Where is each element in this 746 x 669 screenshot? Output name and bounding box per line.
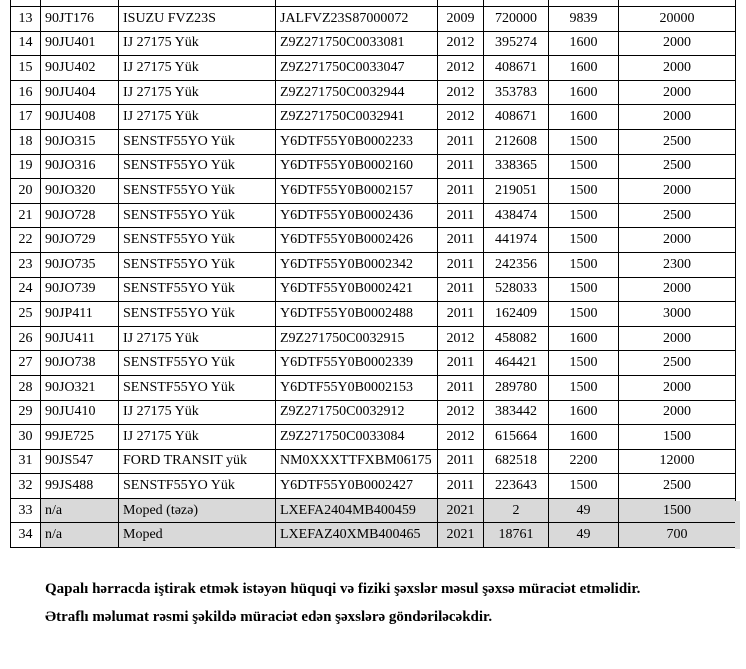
cell-odometer: 438474 [484, 203, 549, 228]
cell-no: 14 [11, 31, 41, 56]
cell-no: 29 [11, 400, 41, 425]
cell-year: 2011 [438, 228, 484, 253]
cell-no: 34 [11, 523, 41, 548]
table-row [11, 400, 736, 425]
cell-vin: JALFVZ23S87000072 [276, 7, 438, 32]
cell-year: 2009 [438, 7, 484, 32]
cell-odometer: 408671 [484, 105, 549, 130]
cell-no: 16 [11, 80, 41, 105]
cell-plate: 90JO315 [41, 129, 119, 154]
cell-plate: 90JU404 [41, 80, 119, 105]
cell-vin: Z9Z271750C0032941 [276, 105, 438, 130]
shading-overhang [735, 501, 740, 549]
cell-vin: Y6DTF55Y0B0002342 [276, 252, 438, 277]
cell-price: 2000 [619, 80, 736, 105]
table-body [11, 0, 736, 548]
cell-year: 2011 [438, 252, 484, 277]
cell-vin: Y6DTF55Y0B0002427 [276, 474, 438, 499]
cell-odometer: 212608 [484, 129, 549, 154]
cell-year: 2011 [438, 277, 484, 302]
cell-price: 12000 [619, 449, 736, 474]
table-row [11, 154, 736, 179]
cell-no: 22 [11, 228, 41, 253]
cell-year: 2011 [438, 351, 484, 376]
cell-odometer: 464421 [484, 351, 549, 376]
table-row [11, 203, 736, 228]
cell-odometer: 458082 [484, 326, 549, 351]
cell-no: 19 [11, 154, 41, 179]
cell-year: 2011 [438, 203, 484, 228]
cell-no: 33 [11, 498, 41, 523]
cell-plate: 90JS547 [41, 449, 119, 474]
cell-no: 23 [11, 252, 41, 277]
cell-plate: n/a [41, 498, 119, 523]
table-row [11, 302, 736, 327]
cell-model: SENSTF55YO Yük [119, 179, 276, 204]
cell-plate: 90JO738 [41, 351, 119, 376]
cell-engine: 1500 [549, 252, 619, 277]
cell-engine: 1600 [549, 425, 619, 450]
cell-model: FORD TRANSIT yük [119, 449, 276, 474]
cell-engine: 1600 [549, 400, 619, 425]
cell-price: 2000 [619, 326, 736, 351]
cell-no: 26 [11, 326, 41, 351]
cell-engine: 1500 [549, 277, 619, 302]
cell-engine: 2200 [549, 449, 619, 474]
cell-vin: Y6DTF55Y0B0002426 [276, 228, 438, 253]
cell-vin: Z9Z271750C0032912 [276, 400, 438, 425]
cell-engine: 1600 [549, 326, 619, 351]
cell-model: SENSTF55YO Yük [119, 302, 276, 327]
cell-price: 2000 [619, 105, 736, 130]
cell-odometer: 219051 [484, 179, 549, 204]
cell-odometer: 338365 [484, 154, 549, 179]
cell-engine: 1600 [549, 80, 619, 105]
table-row [11, 7, 736, 32]
cell-vin: Z9Z271750C0033081 [276, 31, 438, 56]
cell-odometer: 395274 [484, 31, 549, 56]
cell-model: IJ 27175 Yük [119, 326, 276, 351]
cell-model: IJ 27175 Yük [119, 105, 276, 130]
cell-odometer: 441974 [484, 228, 549, 253]
cell-odometer: 289780 [484, 375, 549, 400]
cell-price: 2500 [619, 154, 736, 179]
footer-notes [45, 579, 685, 628]
cell-no: 21 [11, 203, 41, 228]
cell-plate: 90JO321 [41, 375, 119, 400]
cell-vin: Y6DTF55Y0B0002339 [276, 351, 438, 376]
cell-price: 1500 [619, 498, 736, 523]
cell-model: ISUZU FVZ23S [119, 7, 276, 32]
table-row [11, 105, 736, 130]
cell-vin: Z9Z271750C0032944 [276, 80, 438, 105]
cell-plate: 90JO320 [41, 179, 119, 204]
cell-odometer: 353783 [484, 80, 549, 105]
cell-price: 2000 [619, 31, 736, 56]
cell-engine: 1500 [549, 375, 619, 400]
cell-engine: 1500 [549, 154, 619, 179]
table-row [11, 351, 736, 376]
cell-price: 1500 [619, 425, 736, 450]
cell-model: IJ 27175 Yük [119, 56, 276, 81]
cell-price: 2000 [619, 228, 736, 253]
table-row [11, 326, 736, 351]
cell-engine: 1500 [549, 179, 619, 204]
cell-year: 2012 [438, 31, 484, 56]
cell-engine: 9839 [549, 7, 619, 32]
cell-model: IJ 27175 Yük [119, 400, 276, 425]
cell-price: 3000 [619, 302, 736, 327]
cell-year: 2012 [438, 56, 484, 81]
cell-plate: 99JS488 [41, 474, 119, 499]
cell-plate: n/a [41, 523, 119, 548]
cell-vin: LXEFAZ40XMB400465 [276, 523, 438, 548]
cell-no: 30 [11, 425, 41, 450]
cell-model: SENSTF55YO Yük [119, 129, 276, 154]
cell-plate: 90JU408 [41, 105, 119, 130]
cell-odometer: 528033 [484, 277, 549, 302]
cell-model: SENSTF55YO Yük [119, 277, 276, 302]
cell-no: 17 [11, 105, 41, 130]
cell-year: 2011 [438, 154, 484, 179]
cell-plate: 90JU402 [41, 56, 119, 81]
cell-model: IJ 27175 Yük [119, 80, 276, 105]
cell-engine: 1600 [549, 56, 619, 81]
cell-plate: 90JU401 [41, 31, 119, 56]
cell-model: SENSTF55YO Yük [119, 203, 276, 228]
cell-engine: 1600 [549, 31, 619, 56]
cell-year: 2021 [438, 498, 484, 523]
cell-odometer: 383442 [484, 400, 549, 425]
table-row [11, 31, 736, 56]
cell-engine: 1500 [549, 129, 619, 154]
cell-plate: 90JO729 [41, 228, 119, 253]
cell-odometer: 242356 [484, 252, 549, 277]
cell-price: 20000 [619, 7, 736, 32]
cell-price: 2300 [619, 252, 736, 277]
cell-odometer: 408671 [484, 56, 549, 81]
cell-odometer: 223643 [484, 474, 549, 499]
cell-plate: 99JE725 [41, 425, 119, 450]
cell-price: 2500 [619, 129, 736, 154]
cell-odometer: 615664 [484, 425, 549, 450]
cell-no: 15 [11, 56, 41, 81]
table-row [11, 375, 736, 400]
cell-odometer: 18761 [484, 523, 549, 548]
cell-no: 27 [11, 351, 41, 376]
cell-no: 25 [11, 302, 41, 327]
cell-model: Moped [119, 523, 276, 548]
cell-plate: 90JO735 [41, 252, 119, 277]
cell-vin: Z9Z271750C0033084 [276, 425, 438, 450]
cell-price: 2500 [619, 474, 736, 499]
table-row [11, 252, 736, 277]
cell-plate: 90JO728 [41, 203, 119, 228]
cell-vin: Y6DTF55Y0B0002153 [276, 375, 438, 400]
cell-year: 2011 [438, 449, 484, 474]
cell-no: 28 [11, 375, 41, 400]
cell-model: IJ 27175 Yük [119, 425, 276, 450]
table-row [11, 56, 736, 81]
cell-engine: 1500 [549, 351, 619, 376]
cell-price: 2000 [619, 277, 736, 302]
cell-year: 2012 [438, 326, 484, 351]
cell-price: 700 [619, 523, 736, 548]
cell-year: 2011 [438, 129, 484, 154]
cell-vin: Y6DTF55Y0B0002421 [276, 277, 438, 302]
cell-price: 2500 [619, 351, 736, 376]
cell-engine: 49 [549, 498, 619, 523]
cell-engine: 1500 [549, 228, 619, 253]
cell-year: 2011 [438, 302, 484, 327]
cell-no: 24 [11, 277, 41, 302]
table-row [11, 179, 736, 204]
cell-engine: 1500 [549, 474, 619, 499]
cell-engine: 1600 [549, 105, 619, 130]
cell-vin: Y6DTF55Y0B0002160 [276, 154, 438, 179]
table-row [11, 474, 736, 499]
cell-vin: Y6DTF55Y0B0002157 [276, 179, 438, 204]
table-row [11, 425, 736, 450]
cell-engine: 1500 [549, 302, 619, 327]
cell-model: SENSTF55YO Yük [119, 252, 276, 277]
cell-year: 2012 [438, 400, 484, 425]
cell-odometer: 682518 [484, 449, 549, 474]
cell-vin: Z9Z271750C0033047 [276, 56, 438, 81]
cell-odometer: 2 [484, 498, 549, 523]
cell-year: 2011 [438, 474, 484, 499]
table-row [11, 228, 736, 253]
cell-price: 2000 [619, 400, 736, 425]
cell-plate: 90JP411 [41, 302, 119, 327]
table-row [11, 449, 736, 474]
cell-no: 18 [11, 129, 41, 154]
table-row [11, 277, 736, 302]
table-row [11, 523, 736, 548]
cell-vin: Y6DTF55Y0B0002488 [276, 302, 438, 327]
cell-year: 2021 [438, 523, 484, 548]
cell-plate: 90JU410 [41, 400, 119, 425]
table-row [11, 129, 736, 154]
cell-no: 32 [11, 474, 41, 499]
cell-model: SENSTF55YO Yük [119, 474, 276, 499]
cell-model: IJ 27175 Yük [119, 31, 276, 56]
cell-no: 13 [11, 7, 41, 32]
note-participation: Qapalı hərracda iştirak etmək istəyən hüquqi və fiziki şəxslər məsul şəxsə müraciət etməlidir. [45, 581, 641, 597]
cell-vin: Y6DTF55Y0B0002233 [276, 129, 438, 154]
cell-no: 20 [11, 179, 41, 204]
cell-vin: LXEFA2404MB400459 [276, 498, 438, 523]
cell-year: 2012 [438, 425, 484, 450]
cell-model: SENSTF55YO Yük [119, 375, 276, 400]
cell-plate: 90JO316 [41, 154, 119, 179]
cell-model: SENSTF55YO Yük [119, 351, 276, 376]
cell-no: 31 [11, 449, 41, 474]
cell-year: 2011 [438, 375, 484, 400]
cell-odometer: 162409 [484, 302, 549, 327]
cell-plate: 90JO739 [41, 277, 119, 302]
auction-vehicle-table [10, 0, 736, 548]
cell-model: SENSTF55YO Yük [119, 154, 276, 179]
note-details: Ətraflı məlumat rəsmi şəkildə müraciət edən şəxslərə göndəriləcəkdir. [45, 609, 493, 625]
cell-model: Moped (təzə) [119, 498, 276, 523]
cell-engine: 49 [549, 523, 619, 548]
cell-odometer: 720000 [484, 7, 549, 32]
cell-vin: Y6DTF55Y0B0002436 [276, 203, 438, 228]
cell-plate: 90JT176 [41, 7, 119, 32]
table-row [11, 498, 736, 523]
cell-vin: Z9Z271750C0032915 [276, 326, 438, 351]
cell-price: 2000 [619, 56, 736, 81]
cell-price: 2000 [619, 179, 736, 204]
cell-price: 2500 [619, 203, 736, 228]
cell-year: 2012 [438, 105, 484, 130]
table-row [11, 80, 736, 105]
cell-vin: NM0XXXTTFXBM06175 [276, 449, 438, 474]
cell-year: 2011 [438, 179, 484, 204]
cell-plate: 90JU411 [41, 326, 119, 351]
cell-year: 2012 [438, 80, 484, 105]
cell-price: 2000 [619, 375, 736, 400]
cell-engine: 1500 [549, 203, 619, 228]
cell-model: SENSTF55YO Yük [119, 228, 276, 253]
